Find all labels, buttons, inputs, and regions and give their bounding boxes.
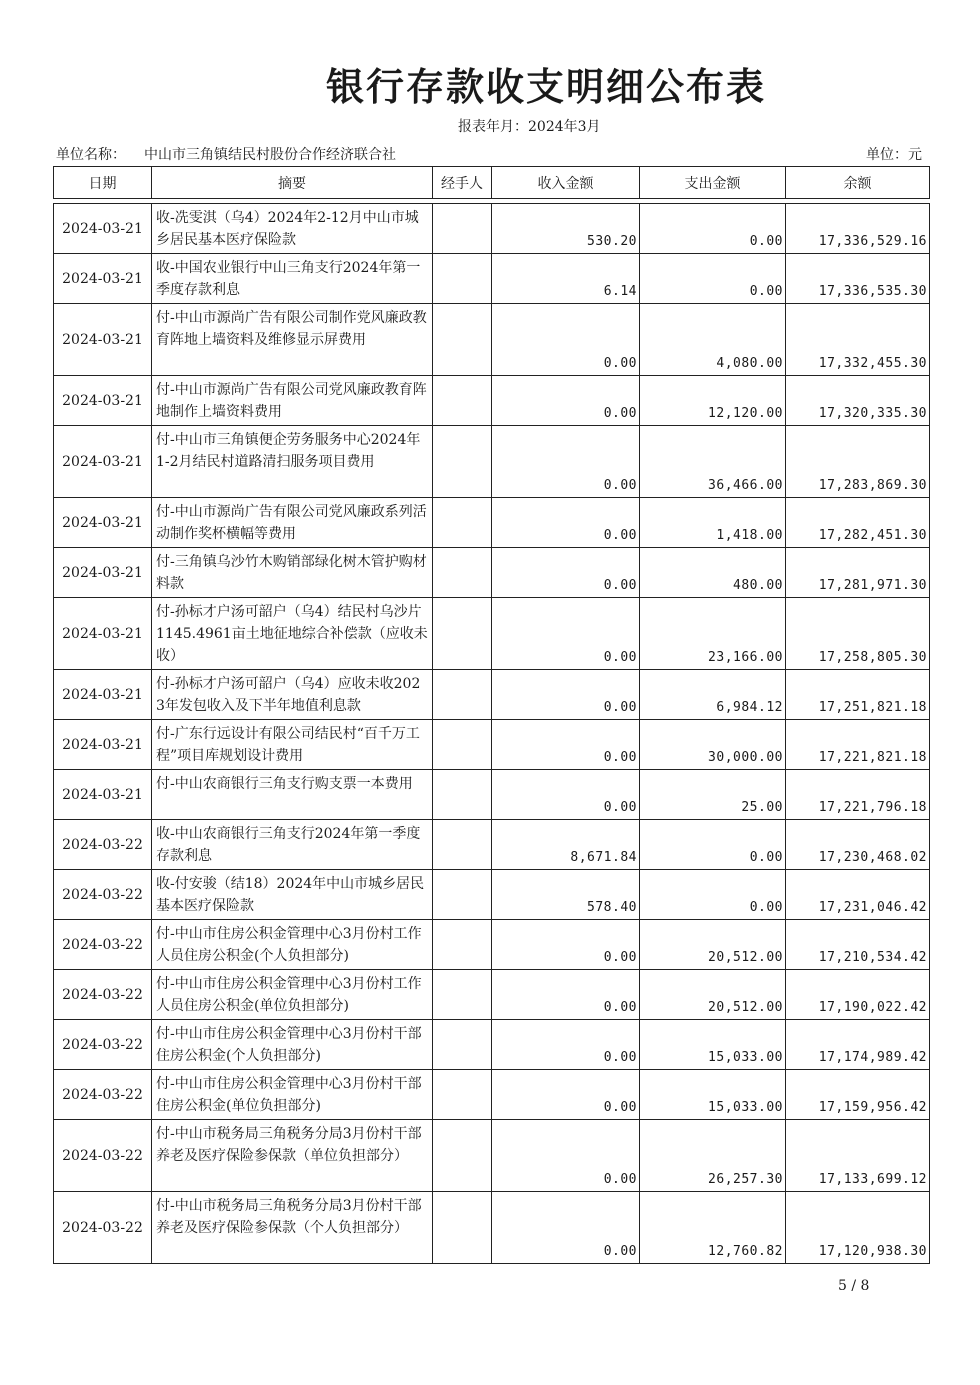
row-income: 578.40: [492, 870, 640, 920]
ledger-table: [53, 166, 930, 1264]
row-expense: 12,760.82: [640, 1192, 786, 1264]
row-handler: [433, 1070, 492, 1120]
row-handler: [433, 598, 492, 670]
row-summary: 收-中国农业银行中山三角支行2024年第一季度存款利息: [152, 254, 433, 304]
row-expense: 0.00: [640, 870, 786, 920]
row-summary: 付-中山市住房公积金管理中心3月份村工作人员住房公积金(单位负担部分): [152, 970, 433, 1020]
table-row: [54, 376, 930, 426]
row-date: 2024-03-21: [54, 254, 152, 304]
row-expense: 480.00: [640, 548, 786, 598]
row-balance: 17,221,821.18: [786, 720, 930, 770]
row-income: 0.00: [492, 670, 640, 720]
row-balance: 17,336,535.30: [786, 254, 930, 304]
row-date: 2024-03-21: [54, 770, 152, 820]
row-balance: 17,320,335.30: [786, 376, 930, 426]
row-expense: 6,984.12: [640, 670, 786, 720]
org-label: 单位名称：: [56, 147, 126, 163]
row-summary: 付-孙标才户汤可韶户（乌4）结民村乌沙片1145.4961亩土地征地综合补偿款（应收未收）: [152, 598, 433, 670]
column-header-income: 收入金额: [492, 167, 640, 199]
row-handler: [433, 970, 492, 1020]
row-balance: 17,231,046.42: [786, 870, 930, 920]
row-handler: [433, 376, 492, 426]
row-balance: 17,221,796.18: [786, 770, 930, 820]
table-row: [54, 970, 930, 1020]
row-summary: 付-三角镇乌沙竹木购销部绿化树木管护购材料款: [152, 548, 433, 598]
row-balance: 17,336,529.16: [786, 204, 930, 254]
row-balance: 17,120,938.30: [786, 1192, 930, 1264]
row-handler: [433, 1020, 492, 1070]
row-income: 6.14: [492, 254, 640, 304]
column-header-expense: 支出金额: [640, 167, 786, 199]
row-summary: 付-中山市住房公积金管理中心3月份村干部住房公积金(个人负担部分): [152, 1020, 433, 1070]
row-balance: 17,210,534.42: [786, 920, 930, 970]
column-header-handler: 经手人: [433, 167, 492, 199]
ledger-body: [54, 204, 930, 1264]
column-header-summary: 摘要: [152, 167, 433, 199]
org-name: 中山市三角镇结民村股份合作经济联合社: [144, 147, 396, 163]
row-summary: 付-中山市源尚广告有限公司党风廉政系列活动制作奖杯横幅等费用: [152, 498, 433, 548]
row-date: 2024-03-21: [54, 204, 152, 254]
row-income: 0.00: [492, 426, 640, 498]
row-expense: 0.00: [640, 204, 786, 254]
row-income: 0.00: [492, 498, 640, 548]
table-row: [54, 1192, 930, 1264]
row-expense: 15,033.00: [640, 1070, 786, 1120]
row-date: 2024-03-21: [54, 304, 152, 376]
row-date: 2024-03-22: [54, 920, 152, 970]
table-row: [54, 770, 930, 820]
row-date: 2024-03-22: [54, 1192, 152, 1264]
row-income: 0.00: [492, 1192, 640, 1264]
table-row: [54, 1070, 930, 1120]
table-row: [54, 598, 930, 670]
row-balance: 17,190,022.42: [786, 970, 930, 1020]
table-row: [54, 870, 930, 920]
table-row: [54, 820, 930, 870]
row-balance: 17,133,699.12: [786, 1120, 930, 1192]
row-summary: 付-广东行远设计有限公司结民村“百千万工程”项目库规划设计费用: [152, 720, 433, 770]
row-date: 2024-03-22: [54, 1120, 152, 1192]
row-summary: 付-中山农商银行三角支行购支票一本费用: [152, 770, 433, 820]
row-expense: 1,418.00: [640, 498, 786, 548]
row-handler: [433, 920, 492, 970]
row-handler: [433, 254, 492, 304]
row-handler: [433, 1120, 492, 1192]
row-handler: [433, 304, 492, 376]
row-handler: [433, 1192, 492, 1264]
table-row: [54, 1020, 930, 1070]
row-handler: [433, 204, 492, 254]
row-summary: 付-中山市三角镇便企劳务服务中心2024年1-2月结民村道路清扫服务项目费用: [152, 426, 433, 498]
page-title: 银行存款收支明细公布表: [326, 65, 767, 109]
row-income: 0.00: [492, 376, 640, 426]
row-income: 0.00: [492, 1070, 640, 1120]
row-balance: 17,282,451.30: [786, 498, 930, 548]
table-row: [54, 1120, 930, 1192]
row-income: 0.00: [492, 548, 640, 598]
row-summary: 付-中山市住房公积金管理中心3月份村干部住房公积金(单位负担部分): [152, 1070, 433, 1120]
row-expense: 26,257.30: [640, 1120, 786, 1192]
row-income: 0.00: [492, 304, 640, 376]
column-header-date: 日期: [54, 167, 152, 199]
table-row: [54, 670, 930, 720]
table-row: [54, 498, 930, 548]
row-balance: 17,258,805.30: [786, 598, 930, 670]
row-income: 530.20: [492, 204, 640, 254]
row-handler: [433, 548, 492, 598]
row-summary: 付-孙标才户汤可韶户（乌4）应收未收2023年发包收入及下半年地值利息款: [152, 670, 433, 720]
row-summary: 付-中山市税务局三角税务分局3月份村干部养老及医疗保险参保款（个人负担部分）: [152, 1192, 433, 1264]
row-handler: [433, 770, 492, 820]
row-summary: 收-付安骏（结18）2024年中山市城乡居民基本医疗保险款: [152, 870, 433, 920]
page-number: 5 / 8: [838, 1278, 870, 1294]
row-income: 0.00: [492, 970, 640, 1020]
row-date: 2024-03-22: [54, 820, 152, 870]
column-header-balance: 余额: [786, 167, 930, 199]
row-date: 2024-03-22: [54, 870, 152, 920]
row-summary: 付-中山市源尚广告有限公司党风廉政教育阵地制作上墙资料费用: [152, 376, 433, 426]
row-expense: 20,512.00: [640, 920, 786, 970]
row-date: 2024-03-21: [54, 548, 152, 598]
row-date: 2024-03-21: [54, 498, 152, 548]
row-balance: 17,281,971.30: [786, 548, 930, 598]
row-expense: 30,000.00: [640, 720, 786, 770]
table-row: [54, 426, 930, 498]
table-row: [54, 920, 930, 970]
row-summary: 收-中山农商银行三角支行2024年第一季度存款利息: [152, 820, 433, 870]
row-date: 2024-03-21: [54, 720, 152, 770]
row-date: 2024-03-22: [54, 970, 152, 1020]
row-summary: 付-中山市源尚广告有限公司制作党风廉政教育阵地上墙资料及维修显示屏费用: [152, 304, 433, 376]
row-summary: 收-冼雯淇（乌4）2024年2-12月中山市城乡居民基本医疗保险款: [152, 204, 433, 254]
unit-label: 单位：元: [866, 147, 922, 163]
row-balance: 17,283,869.30: [786, 426, 930, 498]
row-balance: 17,251,821.18: [786, 670, 930, 720]
row-date: 2024-03-22: [54, 1070, 152, 1120]
row-date: 2024-03-21: [54, 376, 152, 426]
row-expense: 12,120.00: [640, 376, 786, 426]
row-date: 2024-03-21: [54, 598, 152, 670]
header-info-row: [56, 144, 922, 164]
row-expense: 20,512.00: [640, 970, 786, 1020]
row-income: 0.00: [492, 920, 640, 970]
row-date: 2024-03-21: [54, 426, 152, 498]
row-expense: 15,033.00: [640, 1020, 786, 1070]
row-expense: 0.00: [640, 254, 786, 304]
row-balance: 17,159,956.42: [786, 1070, 930, 1120]
table-row: [54, 548, 930, 598]
row-handler: [433, 498, 492, 548]
table-header-row: [54, 167, 930, 199]
row-expense: 4,080.00: [640, 304, 786, 376]
table-row: [54, 204, 930, 254]
row-expense: 0.00: [640, 820, 786, 870]
row-date: 2024-03-21: [54, 670, 152, 720]
row-income: 8,671.84: [492, 820, 640, 870]
table-row: [54, 304, 930, 376]
row-expense: 25.00: [640, 770, 786, 820]
row-date: 2024-03-22: [54, 1020, 152, 1070]
row-income: 0.00: [492, 1020, 640, 1070]
table-row: [54, 720, 930, 770]
row-summary: 付-中山市税务局三角税务分局3月份村干部养老及医疗保险参保款（单位负担部分）: [152, 1120, 433, 1192]
row-handler: [433, 820, 492, 870]
row-income: 0.00: [492, 1120, 640, 1192]
row-handler: [433, 670, 492, 720]
table-row: [54, 254, 930, 304]
row-balance: 17,230,468.02: [786, 820, 930, 870]
row-balance: 17,332,455.30: [786, 304, 930, 376]
row-expense: 23,166.00: [640, 598, 786, 670]
row-summary: 付-中山市住房公积金管理中心3月份村工作人员住房公积金(个人负担部分): [152, 920, 433, 970]
row-handler: [433, 426, 492, 498]
row-handler: [433, 870, 492, 920]
row-handler: [433, 720, 492, 770]
row-balance: 17,174,989.42: [786, 1020, 930, 1070]
report-period: 报表年月：2024年3月: [458, 119, 601, 135]
row-expense: 36,466.00: [640, 426, 786, 498]
row-income: 0.00: [492, 720, 640, 770]
row-income: 0.00: [492, 770, 640, 820]
row-income: 0.00: [492, 598, 640, 670]
